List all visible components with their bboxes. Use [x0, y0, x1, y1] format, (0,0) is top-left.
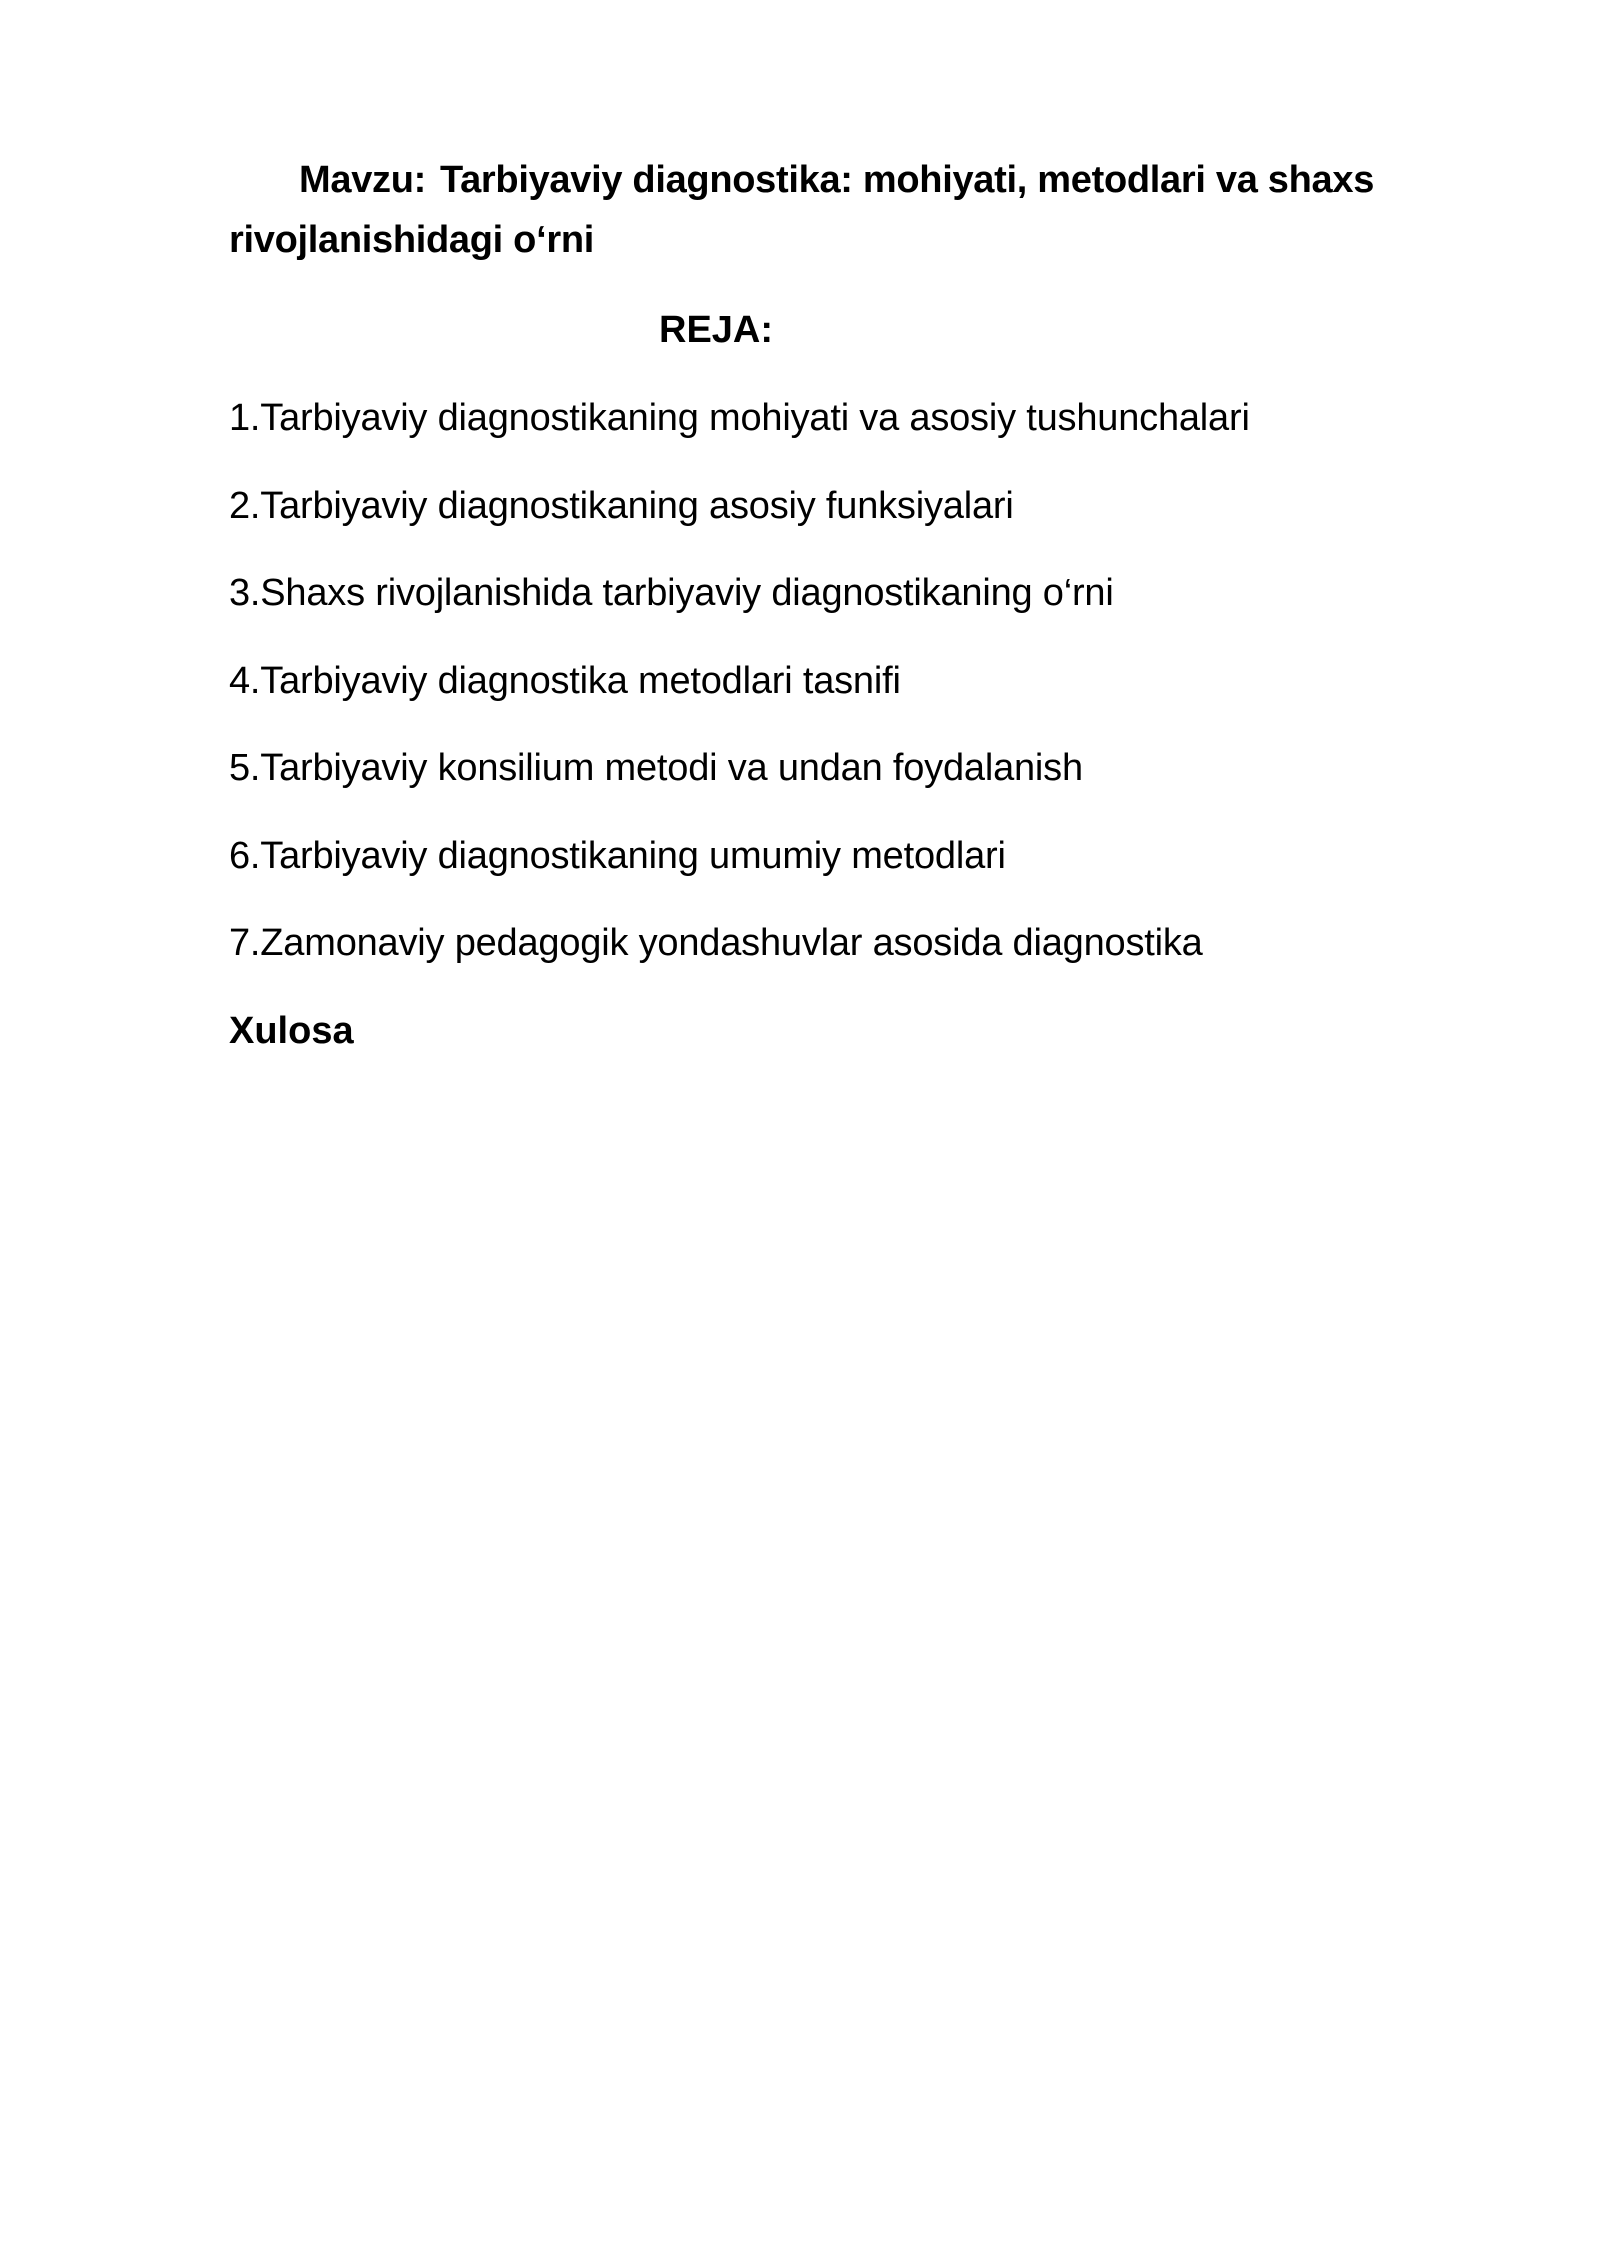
plan-item: 5.Tarbiyaviy konsilium metodi va undan foydalanish — [229, 747, 1083, 789]
plan-item: 3.Shaxs rivojlanishida tarbiyaviy diagnostikaning o‘rni — [229, 572, 1114, 614]
plan-heading: REJA: — [659, 309, 774, 351]
plan-list — [229, 388, 1409, 973]
conclusion-heading: Xulosa — [229, 1009, 354, 1052]
plan-item: 4.Tarbiyaviy diagnostika metodlari tasnifi — [229, 659, 901, 702]
plan-item: 6.Tarbiyaviy diagnostikaning umumiy metodlari — [229, 834, 1006, 877]
plan-item: 7.Zamonaviy pedagogik yondashuvlar asosida diagnostika — [229, 922, 1203, 964]
title-text: Tarbiyaviy diagnostika: mohiyati, metodlari va shaxs rivojlanishidagi o‘rni — [229, 159, 1375, 261]
document-content — [229, 150, 1409, 1061]
page-title — [229, 150, 1409, 270]
plan-item: 2.Tarbiyaviy diagnostikaning asosiy funksiyalari — [229, 484, 1014, 527]
plan-item: 1.Tarbiyaviy diagnostikaning mohiyati va asosiy tushunchalari — [229, 397, 1250, 439]
title-label: Mavzu: — [299, 159, 426, 201]
